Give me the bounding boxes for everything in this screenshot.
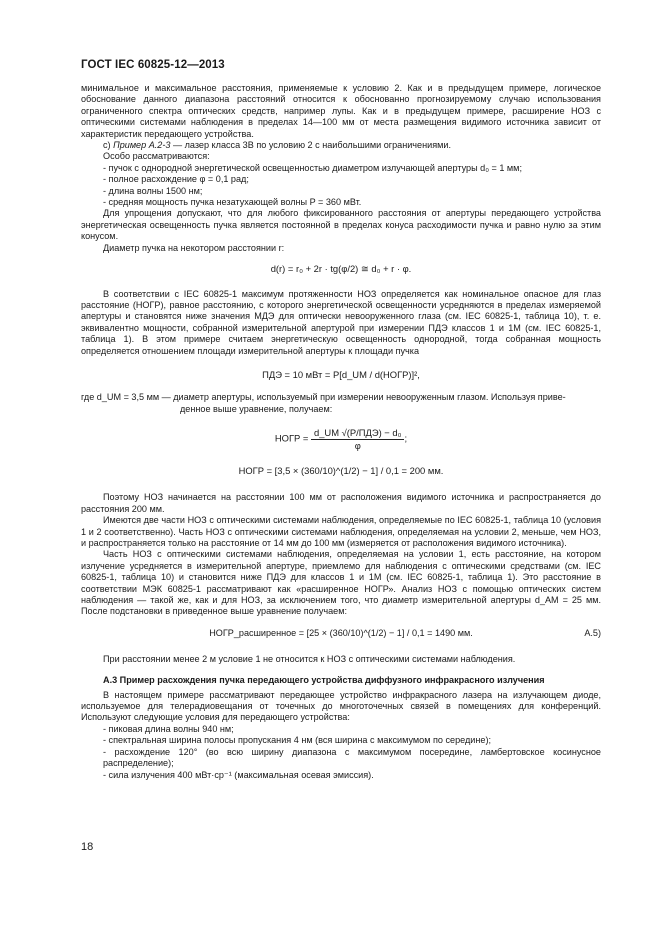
list-item: - расхождение 120° (во всю ширину диапазона с максимумом посередине, ламбертовское косинусное распределение); [103,746,601,769]
where-clause [81,392,601,415]
paragraph: При расстоянии менее 2 м условие 1 не относится к НОЗ с оптическими системами наблюдения. [103,653,516,664]
where-line: денное выше уравнение, получаем: [180,403,333,414]
equation-number: А.5) [584,627,601,638]
paragraph: Диаметр пучка на некотором расстоянии r: [103,242,285,253]
fraction: $\frac{\text{d\_UM √(P/ПДЭ) − d₀}}{\varphi}$ [311,427,404,451]
paragraph: Часть НОЗ с оптическими системами наблюдения, определяемая на условии 1, есть расстояние, на котором излучение усредняется в измерительной апертуре, приемлемо для наблюдения с оптическими средствами (см. IEC 60825-1, таблица 10) и становится ниже ПДЭ для классов 1 и 1М (см. IEC 60825-1, таблица 1). Это расстояние в соответствии МЭК 60825-1 рассматривают как «расширенное НОГР». Анализ НОЗ с помощью оптических систем наблюдения — такой же, как и для НОЗ, за исключением того, что диаметр измерительной апертуры d_AM = 25 мм. После подстановки в приведенное выше уравнение получаем: [81,549,601,617]
formula-beam-diameter: d(r) = r₀ + 2r · tg(φ/2) ≅ d₀ + r · φ. [270,263,412,275]
paragraph: Поэтому НОЗ начинается на расстоянии 100 мм от расположения видимого источника и распространяется до расстояния 200 мм. [81,492,601,514]
list-item: - пиковая длина волны 940 нм; [103,723,234,734]
list-item: - полное расхождение φ = 0,1 рад; [103,174,249,185]
paragraph: Для упрощения допускают, что для любого фиксированного расстояния от апертуры передающего устройства энергетическая освещенность пучка является постоянной в пределах конуса расходимости пучка и равно нулю за этим конусом. [81,208,601,242]
list-item: - сила излучения 400 мВт·ср⁻¹ (максимальная осевая эмиссия). [103,769,374,780]
example-heading: с) Пример А.2-3 — лазер класса 3В по условию 2 с наибольшими ограничениями. [103,140,451,151]
formula-nohd-value: НОГР = [3,5 × (360/10)^(1/2) − 1] / 0,1 = 200 мм. [238,464,444,476]
list-item: - средняя мощность пучка незатухающей волны P = 360 мВт. [103,197,362,208]
formula-extended-nohd: НОГР_расширенное = [25 × (360/10)^(1/2) − 1] / 0,1 = 1490 мм. А.5) [209,627,601,638]
section-heading: А.3 Пример расхождения пучка передающего устройства диффузного инфракрасного излучения [103,675,545,686]
list-item: - пучок с однородной энергетической освещенностью диаметром излучающей апертуры d₀ = 1 мм; [103,162,522,173]
page-number: 18 [81,841,94,853]
list-item: - длина волны 1500 нм; [103,185,203,196]
document-body [81,83,601,781]
document-header: ГОСТ IEC 60825-12—2013 [81,59,225,71]
formula-nohd-general: НОГР = $\frac{\text{d\_UM √(P/ПДЭ) − d₀}}{\varphi}$ ; [274,427,408,451]
example-name: Пример А.2-3 [113,140,171,151]
paragraph: минимальное и максимальное расстояния, применяемые к условию 2. Как и в предыдущем примере, логическое обоснование данного диапазона расстояний относится к обоснованно прогнозируемому случаю использования ограниченного спектра оптических средств, например лупы. Как и в предыдущем примере, расширение НОЗ с оптическими системами наблюдения в пределах 14—100 мм от места размещения видимого источника зависит от характеристик передающего устройства. [81,83,601,139]
where-line: где d_UM = 3,5 мм — диаметр апертуры, используемый при измерении невооруженным глазом. Используя приве- [81,392,566,403]
paragraph: В настоящем примере рассматривают передающее устройство инфракрасного лазера на излучающем диоде, используемое для телерадиовещания от точечных до многоточечных связей в помещениях для конференций. Используют следующие условия для передающего устройства: [81,689,601,723]
list-item: - спектральная ширина полосы пропускания 4 нм (вся ширина с максимумом по середине); [103,735,492,746]
considered-label: Особо рассматриваются: [103,151,210,162]
formula-mpe: ПДЭ = 10 мВт = P[d_UM / d(НОГР)]², [262,368,420,380]
paragraph: Имеются две части НОЗ с оптическими системами наблюдения, определяемые по IEC 60825-1, таблица 10 (условия 1 и 2 соответственно). Часть НОЗ с оптическими системами наблюдения, определяемая на условии 2, меньше, чем НОЗ, и распространяется только на расстояние от 14 мм до 100 мм (измеряется от расположения видимого источника). [81,515,601,548]
paragraph: В соответствии с IEC 60825-1 максимум протяженности НОЗ определяется как номинальное опасное для глаз расстояние (НОГР), равное расстоянию, с которого энергетической освещенности усредняются в пределах измеряемой апертуры и становятся ниже значения МДЭ для оптически невооруженного глаза (см. IEC 60825-1, таблица 10), т. е. эквивалентно мощности, собранной измерительной апертурой при измерении ПДЭ классов 1 и 1М (см. IEC 60825-1, таблица 1). В этом примере считаем энергетическую освещенность однородной, тогда собранная мощность определяется отношением площади измерительной апертуры к площади пучка [81,288,601,356]
